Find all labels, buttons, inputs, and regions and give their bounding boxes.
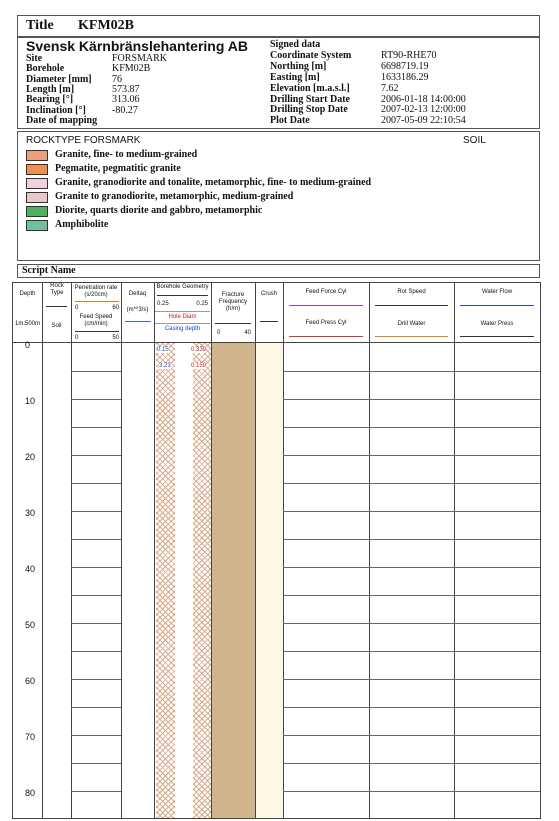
row-line: [454, 651, 540, 652]
row-line: [283, 483, 369, 484]
row-line: [71, 791, 121, 792]
frac-min: 0: [217, 330, 221, 336]
casing-hatch-left: [156, 343, 175, 818]
depth-header: Depth: [19, 291, 36, 297]
info-label: Length [m]: [26, 83, 75, 95]
casing-label: Casing depth: [164, 326, 201, 332]
depth-label: 30: [25, 508, 36, 518]
legend-label: Diorite, quarts diorite and gabbro, metamorphic: [55, 205, 263, 216]
info-label: Signed data: [270, 39, 321, 50]
row-line: [454, 427, 540, 428]
info-value: 2006-01-18 14:00:00: [381, 93, 466, 105]
row-line: [369, 427, 454, 428]
row-line: [283, 791, 369, 792]
depth-label: 0: [25, 340, 31, 350]
legend-swatch: [26, 178, 48, 189]
row-line: [369, 539, 454, 540]
info-value: 2007-02-13 12:00:00: [381, 104, 466, 116]
row-line: [369, 791, 454, 792]
drill-water-line: [375, 336, 448, 337]
geometry-divider: [155, 311, 210, 312]
script-label: Script Name: [22, 265, 76, 276]
fs-max: 50: [112, 335, 119, 341]
row-line: [71, 707, 121, 708]
row-line: [283, 371, 369, 372]
row-line: [454, 707, 540, 708]
info-label: Drilling Stop Date: [270, 104, 348, 116]
row-line: [454, 483, 540, 484]
info-value: KFM02B: [112, 63, 151, 75]
title-value: KFM02B: [78, 18, 134, 33]
info-label: Borehole: [26, 63, 65, 75]
depth-label: 10: [25, 396, 36, 406]
row-line: [454, 455, 540, 456]
depth-label: 60: [25, 676, 36, 686]
info-label: Northing [m]: [270, 60, 327, 72]
legend-label: Amphibolite: [55, 219, 109, 230]
row-line: [369, 511, 454, 512]
row-line: [369, 567, 454, 568]
water-press-header: Water Press: [480, 321, 514, 327]
deltaq-header: Deltaq: [128, 291, 147, 297]
rocktype-label: ROCKTYPE FORSMARK: [26, 135, 141, 146]
fracture-frequency-bar: [212, 343, 255, 818]
info-label: Drilling Start Date: [270, 93, 350, 105]
row-line: [283, 455, 369, 456]
row-line: [71, 539, 121, 540]
deltaq-line: [125, 321, 151, 322]
pen-min: 0: [75, 305, 79, 311]
soil-label: SOIL: [463, 135, 486, 146]
legend-label: Granite to granodiorite, metamorphic, medium-grained: [55, 191, 294, 202]
depth-label: 40: [25, 564, 36, 574]
geometry-line: [157, 295, 208, 296]
row-line: [369, 735, 454, 736]
row-line: [454, 679, 540, 680]
geo-max: 0.25: [196, 301, 208, 307]
depth-scale: 1m:500m: [14, 321, 40, 327]
rot-speed-line: [375, 305, 448, 306]
crush-bar: [256, 343, 283, 818]
row-line: [71, 455, 121, 456]
rot-speed-header: Rot Speed: [397, 289, 426, 295]
title-label: Title: [26, 18, 54, 33]
col-sep: [154, 283, 155, 818]
info-label: Diameter [mm]: [26, 73, 92, 85]
col-sep: [71, 283, 72, 818]
info-value: 1633186.29: [381, 71, 429, 83]
col-sep: [454, 283, 455, 818]
col-sep: [283, 283, 284, 818]
depth-label: 70: [25, 732, 36, 742]
geo-value-c: 3.23: [159, 363, 171, 369]
row-line: [454, 539, 540, 540]
info-label: Bearing [°]: [26, 94, 74, 106]
legend-swatch: [26, 192, 48, 203]
row-line: [283, 707, 369, 708]
row-line: [454, 595, 540, 596]
row-line: [71, 595, 121, 596]
row-line: [454, 567, 540, 568]
fracture-line: [215, 323, 251, 324]
row-line: [71, 511, 121, 512]
row-line: [283, 763, 369, 764]
casing-hatch-right: [193, 343, 211, 818]
info-value: FORSMARK: [112, 53, 168, 64]
row-line: [71, 483, 121, 484]
row-line: [454, 399, 540, 400]
crush-header: Crush: [260, 291, 277, 297]
row-line: [369, 595, 454, 596]
crush-line: [260, 321, 278, 322]
soil-header: Soil: [51, 323, 62, 329]
penetration-line: [75, 301, 119, 302]
hole-diam-label: Hole Diam: [168, 314, 197, 320]
row-line: [283, 735, 369, 736]
col-sep: [121, 283, 122, 818]
row-line: [283, 623, 369, 624]
col-sep: [369, 283, 370, 818]
row-line: [369, 455, 454, 456]
row-line: [71, 623, 121, 624]
row-line: [283, 511, 369, 512]
info-label: Site: [26, 53, 43, 64]
row-line: [71, 567, 121, 568]
frac-max: 40: [244, 330, 251, 336]
row-line: [283, 539, 369, 540]
fracture-header: Fracture Frequency (fr/m): [218, 292, 248, 312]
row-line: [283, 679, 369, 680]
rocktype-legend: [17, 131, 540, 261]
row-line: [283, 427, 369, 428]
drill-water-header: Drill Water: [397, 321, 426, 327]
row-line: [369, 483, 454, 484]
row-line: [369, 679, 454, 680]
fs-min: 0: [75, 335, 79, 341]
info-label: Easting [m]: [270, 71, 320, 83]
info-label: Date of mapping: [26, 114, 98, 126]
feed-force-line: [289, 305, 363, 306]
depth-label: 50: [25, 620, 36, 630]
row-line: [369, 763, 454, 764]
row-line: [369, 651, 454, 652]
row-line: [454, 791, 540, 792]
depth-label: 80: [25, 788, 36, 798]
info-value: 7.62: [381, 82, 399, 94]
row-line: [454, 511, 540, 512]
info-label: Coordinate System: [270, 49, 352, 61]
feed-force-header: Feed Force Cyl: [305, 289, 347, 295]
water-flow-header: Water Flow: [481, 289, 513, 295]
row-line: [454, 763, 540, 764]
row-line: [71, 651, 121, 652]
info-value: 573.87: [112, 83, 140, 95]
info-label: Inclination [°]: [26, 104, 86, 116]
info-value: 76: [112, 73, 122, 85]
geometry-divider: [155, 323, 210, 324]
info-value: RT90-RHE70: [381, 49, 437, 61]
info-value: -80.27: [112, 104, 138, 116]
row-line: [283, 399, 369, 400]
geo-value-b: 0.339: [191, 347, 207, 353]
legend-label: Granite, fine- to medium-grained: [55, 149, 198, 160]
pen-max: 60: [112, 305, 119, 311]
row-line: [71, 399, 121, 400]
row-line: [283, 595, 369, 596]
title-box: [17, 15, 540, 37]
row-line: [454, 623, 540, 624]
info-value: 313.06: [112, 94, 140, 106]
info-label: Plot Date: [270, 115, 310, 127]
deltaq-unit: (m**3/s): [126, 307, 149, 313]
script-box: [17, 264, 540, 278]
geo-min: 0.25: [157, 301, 169, 307]
row-line: [283, 651, 369, 652]
row-line: [71, 763, 121, 764]
info-value: 6698719.19: [381, 60, 429, 72]
row-line: [71, 371, 121, 372]
info-value: 2007-05-09 22:10:54: [381, 115, 466, 127]
row-line: [283, 567, 369, 568]
info-label: Elevation [m.a.s.l.]: [270, 82, 350, 94]
company-name: Svensk Kärnbränslehantering AB: [26, 38, 248, 54]
geo-value-d: 0.159: [191, 363, 207, 369]
row-line: [71, 735, 121, 736]
row-line: [71, 679, 121, 680]
water-press-line: [460, 336, 534, 337]
log-table: [12, 282, 541, 819]
row-line: [369, 623, 454, 624]
row-line: [454, 735, 540, 736]
row-line: [369, 707, 454, 708]
col-sep: [42, 283, 43, 818]
legend-swatch: [26, 220, 48, 231]
legend-label: Granite, granodiorite and tonalite, metamorphic, fine- to medium-grained: [55, 177, 372, 188]
feed-press-header: Feed Press Cyl: [305, 320, 347, 326]
row-line: [454, 371, 540, 372]
depth-label: 20: [25, 452, 36, 462]
feed-speed-line: [75, 331, 119, 332]
row-line: [71, 427, 121, 428]
legend-swatch: [26, 164, 48, 175]
penetration-header: Penetration rate (s/20cm): [74, 285, 118, 298]
borehole-info: [17, 37, 540, 129]
legend-label: Pegmatite, pegmatitic granite: [55, 163, 181, 174]
feed-press-line: [289, 336, 363, 337]
geo-value-a: 0.15: [157, 347, 169, 353]
row-line: [369, 399, 454, 400]
legend-swatch: [26, 150, 48, 161]
row-line: [369, 371, 454, 372]
feed-speed-header: Feed Speed (cm/min): [79, 314, 113, 327]
legend-swatch: [26, 206, 48, 217]
rock-type-line: [46, 306, 67, 307]
water-flow-line: [460, 305, 534, 306]
rock-type-header: Rock Type: [50, 283, 64, 296]
geometry-header: Borehole Geometry: [156, 284, 209, 290]
